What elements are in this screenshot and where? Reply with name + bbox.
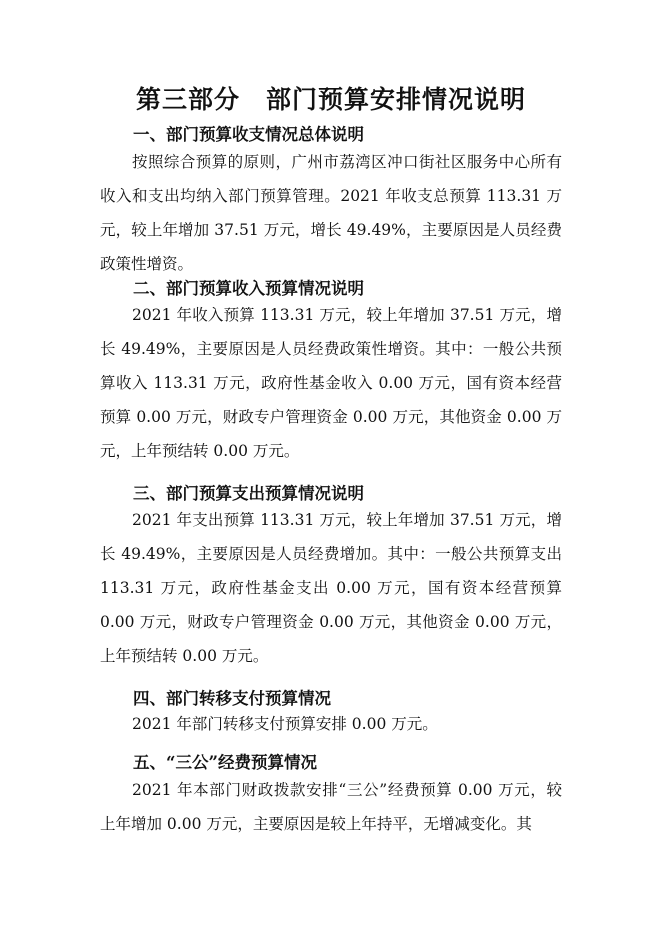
section-body-5: 2021 年本部门财政拨款安排“三公”经费预算 0.00 万元，较上年增加 0.00 万元，主要原因是较上年持平，无增减变化。其 (100, 781, 562, 833)
section-body-1: 按照综合预算的原则，广州市荔湾区冲口街社区服务中心所有收入和支出均纳入部门预算管理。2021 年收支总预算 113.31 万元，较上年增加 37.51 万元，增长 49.49%，主要原因是人员经费政策性增资。 (100, 153, 562, 273)
section-heading-5: 五、“三公”经费预算情况 (133, 753, 317, 772)
section-body-2: 2021 年收入预算 113.31 万元，较上年增加 37.51 万元，增长 49.49%，主要原因是人员经费政策性增资。其中：一般公共预算收入 113.31 万元，政府性基金收入 0.00 万元，国有资本经营预算 0.00 万元，财政专户管理资金 0.00 万元，其他资金 0.00 万元，上年预结转 0.00 万元。 (100, 306, 562, 460)
section-body-3: 2021 年支出预算 113.31 万元，较上年增加 37.51 万元，增长 49.49%，主要原因是人员经费增加。其中：一般公共预算支出 113.31 万元，政府性基金支出 0.00 万元，国有资本经营预算 0.00 万元，财政专户管理资金 0.00 万元，其他资金 0.00 万元，上年预结转 0.00 万元。 (100, 511, 562, 665)
section-heading-3: 三、部门预算支出预算情况说明 (133, 484, 364, 503)
section-heading-1: 一、部门预算收支情况总体说明 (133, 125, 364, 144)
section-body-4: 2021 年部门转移支付预算安排 0.00 万元。 (132, 715, 438, 733)
page-title: 第三部分 部门预算安排情况说明 (135, 85, 526, 114)
section-heading-4: 四、部门转移支付预算情况 (133, 689, 331, 708)
section-heading-2: 二、部门预算收入预算情况说明 (133, 279, 364, 298)
